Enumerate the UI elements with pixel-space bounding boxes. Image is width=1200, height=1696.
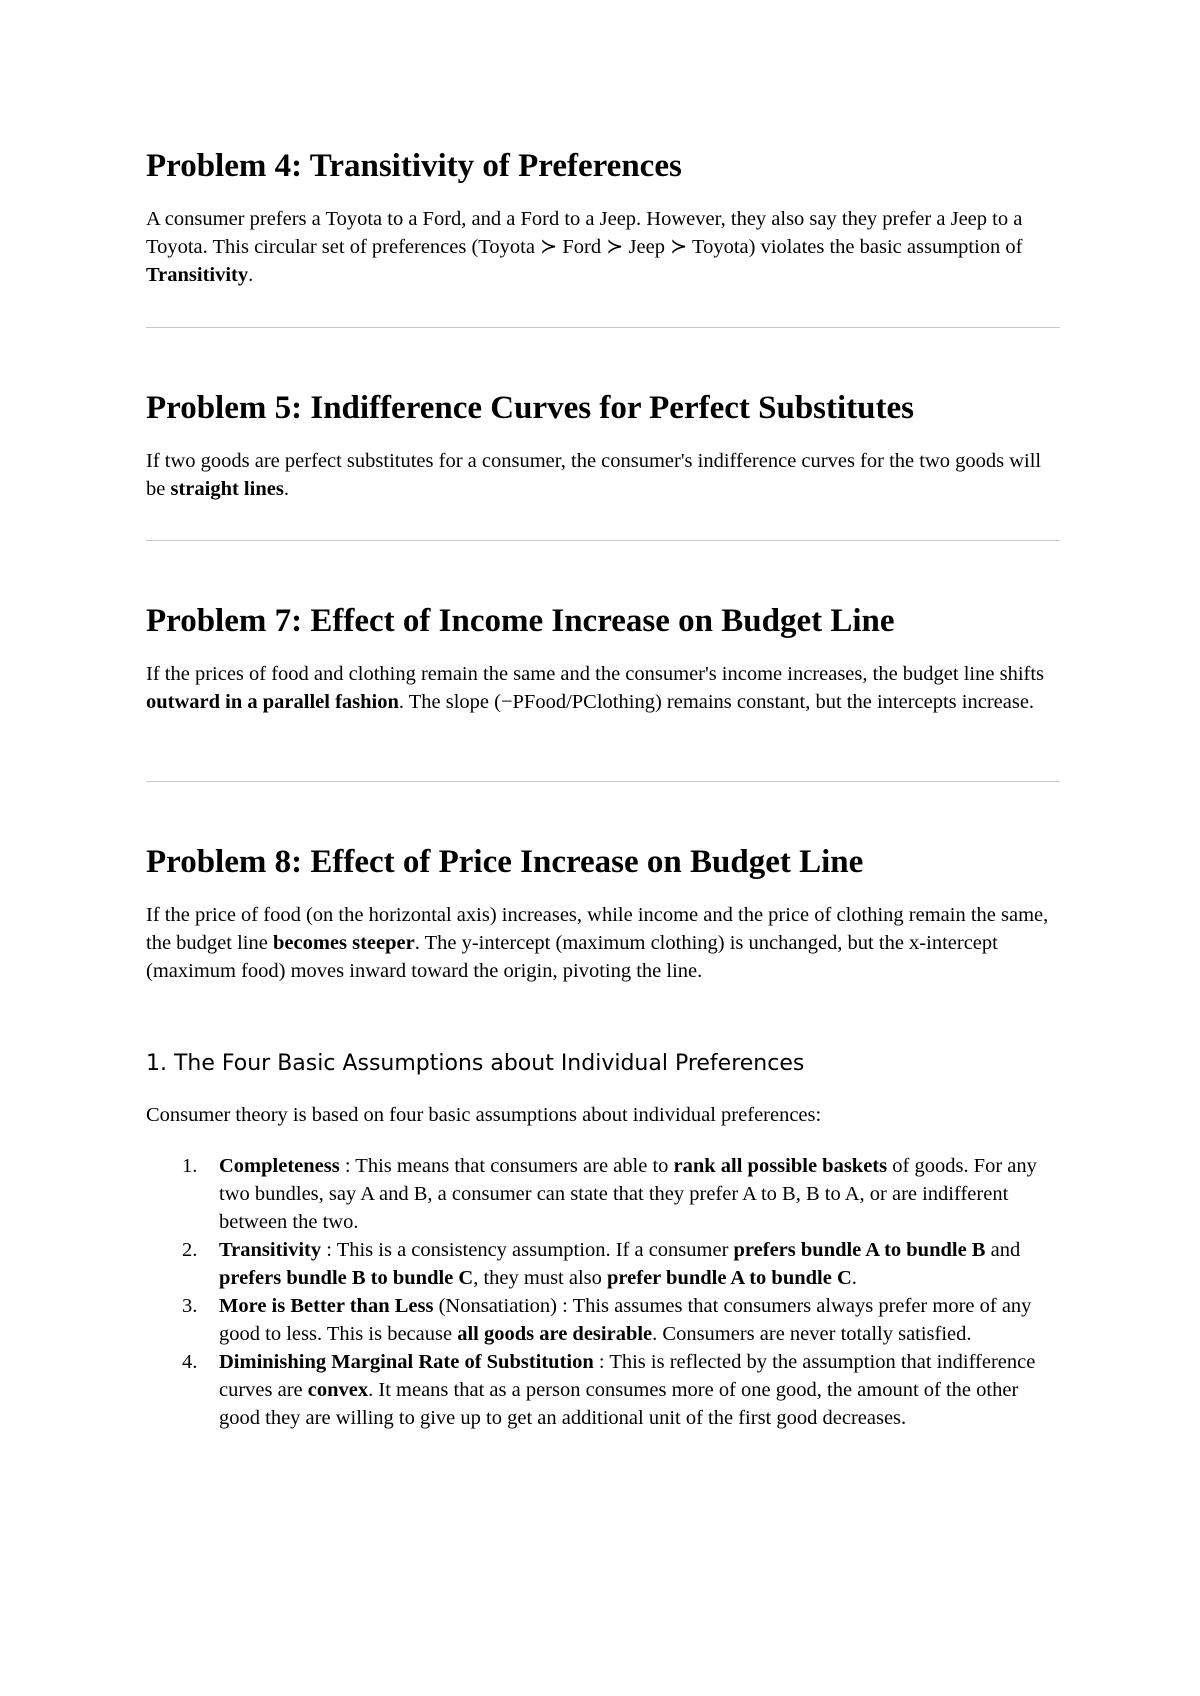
list-number: 2. (182, 1239, 198, 1261)
assumptions-list (146, 1152, 1060, 1432)
body-text: of goods. For any two bundles, say A and B, a consumer can state that they prefer A to B, B to A, or are indifferent between the two. (219, 1155, 1037, 1233)
body-text: . The slope (−PFood/PClothing) remains constant, but the intercepts increase. (398, 691, 1035, 713)
bold-term: Diminishing Marginal Rate of Substitution (219, 1351, 594, 1373)
body-text: . It means that as a person consumes more of one good, the amount of the other good they are willing to give up to get an additional unit of the first good decreases. (219, 1379, 1019, 1429)
list-item (146, 1152, 1060, 1236)
body-text: If the prices of food and clothing remain the same and the consumer's income increases, the budget line shifts (146, 663, 1045, 685)
divider (146, 327, 1060, 328)
problem-4-section (146, 146, 1060, 289)
list-item (146, 1348, 1060, 1432)
problem-4-title: Problem 4: Transitivity of Preferences (146, 148, 682, 184)
problem-5-title: Problem 5: Indifference Curves for Perfect Substitutes (146, 390, 915, 426)
bold-term: Transitivity (146, 264, 249, 286)
problem-8-title: Problem 8: Effect of Price Increase on Budget Line (146, 844, 864, 880)
bold-term: Completeness (219, 1155, 340, 1177)
problem-4-body (146, 205, 1060, 289)
body-text: A consumer prefers a Toyota to a Ford, and a Ford to a Jeep. However, they also say they prefer a Jeep to a Toyota. This circular set of preferences (Toyota ≻ Ford ≻ Jeep ≻ Toyota) violates the basic assumption of (146, 208, 1023, 258)
problem-7-title: Problem 7: Effect of Income Increase on Budget Line (146, 603, 895, 639)
bold-term: straight lines (170, 478, 284, 500)
bold-term: rank all possible baskets (673, 1155, 888, 1177)
body-text: (Nonsatiation) : This assumes that consumers always prefer more of any good to less. This is because (219, 1295, 1032, 1345)
bold-term: prefer bundle A to bundle C (607, 1267, 852, 1289)
bold-term: Transitivity (219, 1239, 322, 1261)
list-number: 4. (182, 1351, 198, 1373)
assumptions-intro: Consumer theory is based on four basic assumptions about individual preferences: (146, 1104, 822, 1126)
bold-term: all goods are desirable (457, 1323, 653, 1345)
problem-5-body (146, 447, 1060, 503)
body-text: : This is reflected by the assumption that indifference curves are (219, 1351, 1036, 1401)
bold-term: convex (307, 1379, 369, 1401)
bold-term: prefers bundle B to bundle C (219, 1267, 474, 1289)
body-text: . The y-intercept (maximum clothing) is unchanged, but the x-intercept (maximum food) moves inward toward the origin, pivoting the line. (146, 932, 998, 982)
problem-7-body (146, 660, 1060, 716)
list-item (146, 1236, 1060, 1292)
divider (146, 540, 1060, 541)
problem-7-section (146, 601, 1060, 716)
body-text: : This is a consistency assumption. If a consumer (321, 1239, 734, 1261)
bold-term: More is Better than Less (219, 1295, 434, 1317)
body-text: : This means that consumers are able to (339, 1155, 674, 1177)
body-text: , they must also (473, 1267, 608, 1289)
bold-term: becomes steeper (272, 932, 415, 954)
problem-5-section (146, 388, 1060, 503)
list-number: 1. (182, 1155, 198, 1177)
assumptions-heading: 1. The Four Basic Assumptions about Individual Preferences (146, 1051, 805, 1076)
body-text: . (851, 1267, 857, 1289)
body-text: . (248, 264, 254, 286)
list-item (146, 1292, 1060, 1348)
body-text: If two goods are perfect substitutes for a consumer, the consumer's indifference curves for the two goods will be (146, 450, 1042, 500)
body-text: . Consumers are never totally satisfied. (652, 1323, 972, 1345)
body-text: . (283, 478, 289, 500)
divider (146, 781, 1060, 782)
assumptions-section (146, 1049, 1060, 1432)
problem-8-body (146, 901, 1060, 985)
body-text: If the price of food (on the horizontal axis) increases, while income and the price of clothing remain the same, the budget line (146, 904, 1049, 954)
bold-term: outward in a parallel fashion (146, 691, 399, 713)
body-text: and (985, 1239, 1021, 1261)
list-number: 3. (182, 1295, 198, 1317)
problem-8-section (146, 842, 1060, 985)
bold-term: prefers bundle A to bundle B (733, 1239, 986, 1261)
